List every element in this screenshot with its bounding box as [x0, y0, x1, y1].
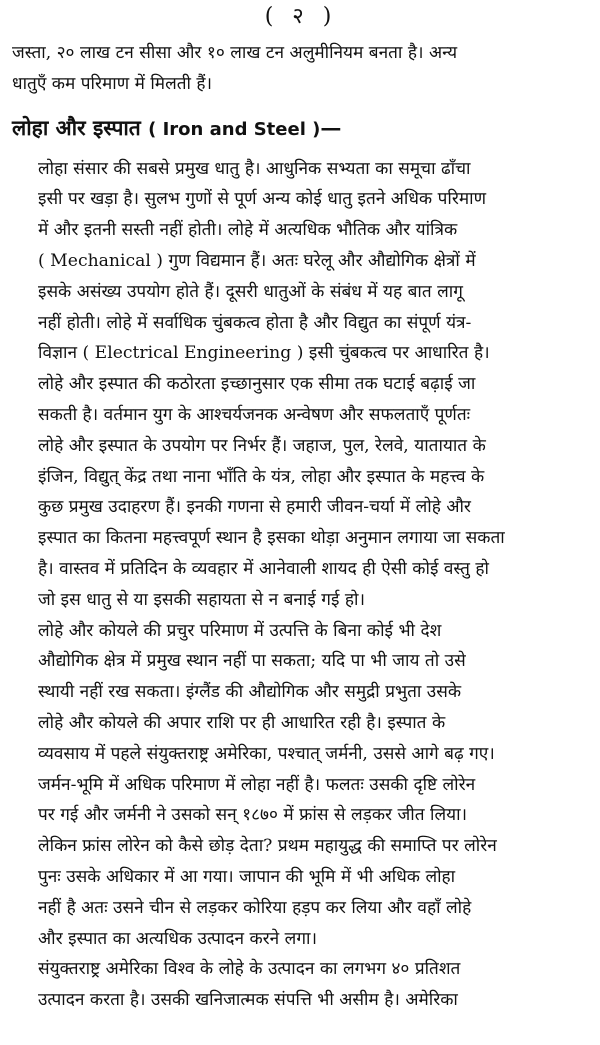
paragraph-iron-importance [12, 154, 590, 616]
text-line: स्थायी नहीं रख सकता। इंग्लैंड की औद्योगिक और समुद्री प्रभुता उसके [38, 682, 462, 703]
text-line: और इस्पात का अत्यधिक उत्पादन करने लगा। [38, 928, 317, 949]
text-line: धातुएँ कम परिमाण में मिलती हैं। [12, 73, 213, 94]
text-line: लोहे और इस्पात की कठोरता इच्छानुसार एक सीमा तक घटाई बढ़ाई जा [38, 374, 476, 395]
text-line: इसके असंख्य उपयोग होते हैं। दूसरी धातुओं के संबंध में यह बात लागू [38, 281, 463, 302]
section-heading-dash: — [320, 114, 342, 140]
text-line: जस्ता, २० लाख टन सीसा और १० लाख टन अलुमीनियम बनता है। अन्य [12, 43, 458, 63]
text-line: उत्पादन करता है। उसकी खनिजात्मक संपत्ति भी असीम है। अमेरिका [38, 990, 458, 1011]
paragraph-iron-coal-industry [12, 616, 590, 955]
section-heading-hindi: लोहा और इस्पात [12, 114, 141, 140]
text-line: औद्योगिक क्षेत्र में प्रमुख स्थान नहीं पा सकता; यदि पा भी जाय तो उसे [38, 651, 466, 672]
text-line: ( Mechanical ) गुण विद्यमान हैं। अतः घरेलू और औद्योगिक क्षेत्रों में [38, 250, 476, 271]
text-line: पुनः उसके अधिकार में आ गया। जापान की भूमि में भी अधिक लोहा [38, 866, 456, 887]
section-heading [12, 112, 590, 146]
text-line: इंजिन, विद्युत् केंद्र तथा नाना भाँति के यंत्र, लोहा और इस्पात के महत्त्व के [38, 466, 485, 487]
text-line: जो इस धातु से या इसकी सहायता से न बनाई गई हो। [38, 589, 365, 610]
text-line: नहीं है अतः उसने चीन से लड़कर कोरिया हड़प कर लिया और वहाँ लोहे [38, 897, 472, 918]
text-line: जर्मन-भूमि में अधिक परिमाण में लोहा नहीं है। फलतः उसकी दृष्टि लोरेन [38, 774, 476, 795]
text-line: इसी पर खड़ा है। सुलभ गुणों से पूर्ण अन्य कोई धातु इतने अधिक परिमाण [38, 189, 486, 210]
text-line: में और इतनी सस्ती नहीं होती। लोहे में अत्यधिक भौतिक और यांत्रिक [38, 220, 458, 241]
text-line: लोहे और कोयले की अपार राशि पर ही आधारित रही है। इस्पात के [38, 712, 446, 733]
paragraph-usa-production [12, 954, 590, 1016]
text-line: सकती है। वर्तमान युग के आश्चर्यजनक अन्वेषण और सफलताएँ पूर्णतः [38, 404, 471, 425]
page-number: ( २ ) [264, 4, 338, 29]
text-line: इस्पात का कितना महत्त्वपूर्ण स्थान है इसका थोड़ा अनुमान लगाया जा सकता [38, 528, 505, 549]
text-line: लोहे और इस्पात के उपयोग पर निर्भर हैं। जहाज, पुल, रेलवे, यातायात के [38, 435, 486, 456]
intro-paragraph [12, 38, 590, 100]
text-line: पर गई और जर्मनी ने उसको सन् १८७० में फ्रांस से लड़कर जीत लिया। [38, 805, 468, 826]
text-line: लोहे और कोयले की प्रचुर परिमाण में उत्पत्ति के बिना कोई भी देश [38, 620, 442, 641]
section-heading-english: ( Iron and Steel ) [148, 118, 321, 140]
text-line: संयुक्तराष्ट्र अमेरिका विश्व के लोहे के उत्पादन का लगभग ४० प्रतिशत [38, 959, 461, 980]
text-line: लोहा संसार की सबसे प्रमुख धातु है। आधुनिक सभ्यता का समूचा ढाँचा [38, 158, 471, 179]
text-line: है। वास्तव में प्रतिदिन के व्यवहार में आनेवाली शायद ही ऐसी कोई वस्तु हो [38, 558, 489, 579]
text-line: लेकिन फ्रांस लोरेन को कैसे छोड़ देता? प्रथम महायुद्ध की समाप्ति पर लोरेन [38, 836, 497, 857]
text-line: कुछ प्रमुख उदाहरण हैं। इनकी गणना से हमारी जीवन-चर्या में लोहे और [38, 497, 471, 518]
text-line: विज्ञान ( Electrical Engineering ) इसी चुंबकत्व पर आधारित है। [38, 343, 490, 364]
text-line: नहीं होती। लोहे में सर्वाधिक चुंबकत्व होता है और विद्युत का संपूर्ण यंत्र- [38, 312, 472, 333]
text-line: व्यवसाय में पहले संयुक्तराष्ट्र अमेरिका, पश्चात् जर्मनी, उससे आगे बढ़ गए। [38, 743, 495, 764]
